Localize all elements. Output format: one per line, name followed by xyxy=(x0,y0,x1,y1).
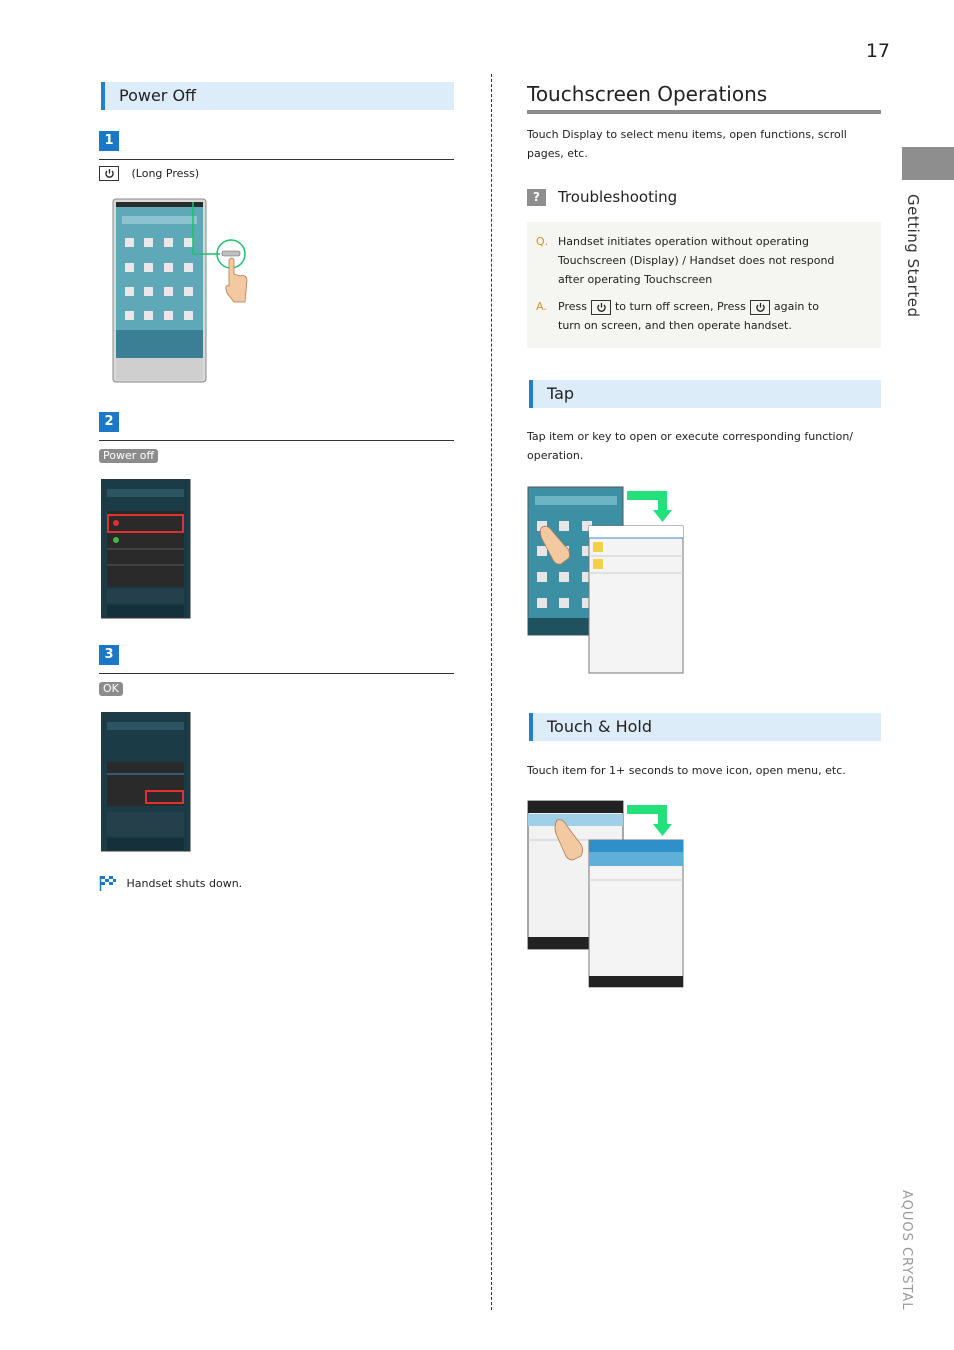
power-off-button[interactable]: Power off xyxy=(99,449,158,463)
power-menu-screen-illustration xyxy=(101,479,191,619)
step-number-3: 3 xyxy=(99,645,119,665)
question-mark: Q. xyxy=(536,235,549,248)
question-icon: ? xyxy=(527,189,546,206)
page-number: 17 xyxy=(865,40,890,62)
power-off-title: Power Off xyxy=(119,86,197,105)
answer-line-1 xyxy=(558,297,858,316)
ok-button[interactable]: OK xyxy=(99,682,123,696)
phone-home-screen-illustration xyxy=(112,198,252,384)
question-block xyxy=(536,232,876,292)
answer-block xyxy=(536,297,876,339)
troubleshooting-box xyxy=(527,222,881,348)
step-1-text: (Long Press) xyxy=(131,167,200,180)
result-line xyxy=(99,875,242,891)
checkered-flag-icon xyxy=(99,875,117,891)
touchscreen-title: Touchscreen Operations xyxy=(527,82,881,114)
answer-again: again to xyxy=(773,300,819,313)
answer-mark: A. xyxy=(536,300,547,313)
touchscreen-intro-line-1: Touch Display to select menu items, open functions, scroll xyxy=(527,128,847,141)
step-rule-2 xyxy=(99,440,454,441)
step-rule-3 xyxy=(99,673,454,674)
power-off-section-header xyxy=(101,82,454,110)
touch-hold-title: Touch & Hold xyxy=(547,717,652,736)
answer-turn-off: to turn off screen, Press xyxy=(614,300,746,313)
question-line-3: after operating Touchscreen xyxy=(558,273,713,286)
result-text: Handset shuts down. xyxy=(126,876,243,890)
side-tab-label: Getting Started xyxy=(904,194,922,318)
step-rule-1 xyxy=(99,159,454,160)
touch-hold-illustration xyxy=(527,800,687,990)
answer-line-2: turn on screen, and then operate handset. xyxy=(558,319,792,332)
power-off-confirm-illustration xyxy=(101,712,191,852)
tap-title: Tap xyxy=(547,384,575,403)
question-line-2: Touchscreen (Display) / Handset does not respond xyxy=(558,254,835,267)
touch-hold-desc: Touch item for 1+ seconds to move icon, open menu, etc. xyxy=(527,764,846,777)
tap-section-header xyxy=(529,380,881,408)
step-1-instruction xyxy=(99,166,199,181)
touch-hold-section-header xyxy=(529,713,881,741)
step-number-2: 2 xyxy=(99,412,119,432)
step-number-1: 1 xyxy=(99,131,119,151)
troubleshooting-heading xyxy=(527,188,677,206)
tap-desc-line-2: operation. xyxy=(527,449,584,462)
tap-illustration xyxy=(527,486,687,676)
power-key-icon xyxy=(99,166,119,181)
tap-desc-line-1: Tap item or key to open or execute corresponding function/ xyxy=(527,430,854,443)
troubleshooting-title: Troubleshooting xyxy=(558,188,678,206)
question-line-1: Handset initiates operation without operating xyxy=(558,235,810,248)
touchscreen-intro-line-2: pages, etc. xyxy=(527,147,588,160)
power-key-icon xyxy=(750,300,770,315)
side-tab-block xyxy=(902,147,954,180)
brand-label: AQUOS CRYSTAL xyxy=(899,1190,914,1311)
power-key-icon xyxy=(591,300,611,315)
column-divider xyxy=(491,74,492,1310)
answer-press-1: Press xyxy=(558,300,587,313)
